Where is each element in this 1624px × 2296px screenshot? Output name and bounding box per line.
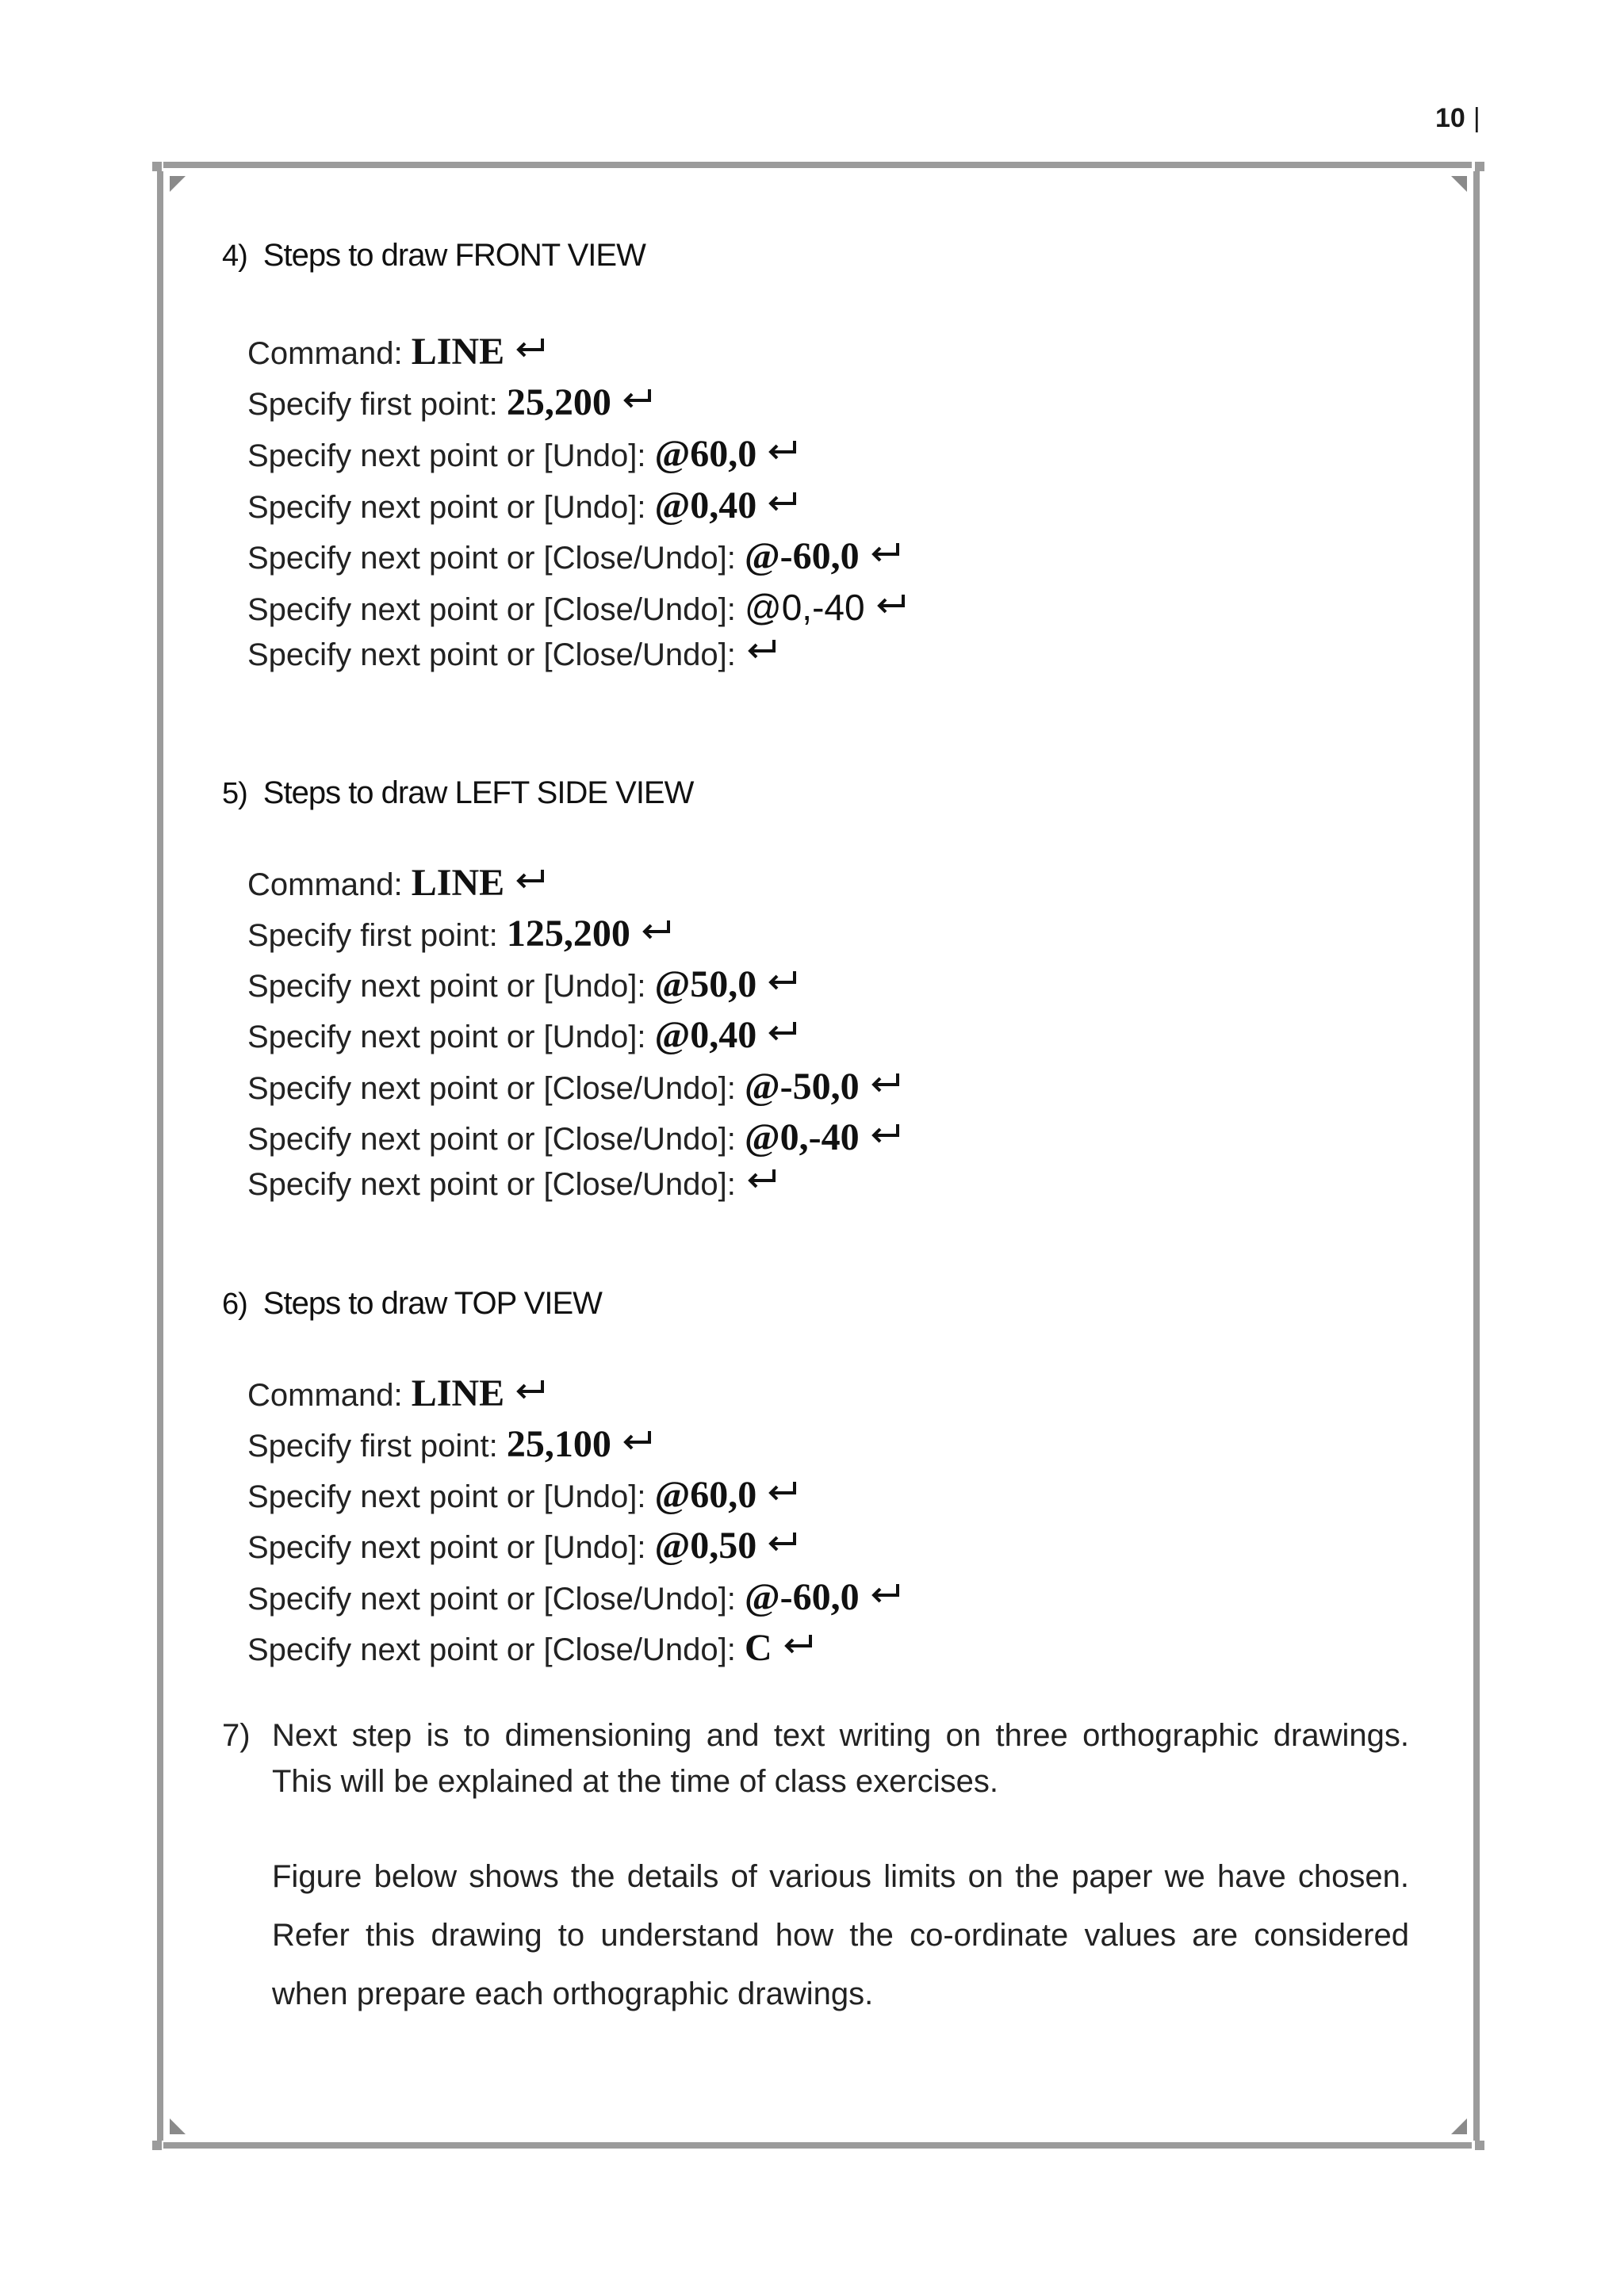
command-line [247,330,546,373]
command-prompt: Specify next point or [Undo]: [247,490,646,525]
command-prompt: Command: [247,1378,403,1413]
command-line [247,381,653,424]
command-prompt: Specify next point or [Undo]: [247,969,646,1004]
command-prompt: Command: [247,336,403,371]
enter-key-icon [871,541,901,564]
enter-key-icon [622,1429,653,1452]
section-heading [222,775,693,811]
command-line [247,1626,814,1670]
command-line [247,637,777,673]
section-heading [222,1286,602,1322]
enter-key-icon [768,1020,798,1043]
command-prompt: Specify next point or [Undo]: [247,1530,646,1565]
command-line [247,1524,798,1567]
command-prompt: Command: [247,867,403,902]
command-prompt: Specify next point or [Undo]: [247,1020,646,1054]
enter-key-icon [515,337,546,359]
command-line [247,1575,901,1619]
command-value: 25,200 [506,381,611,423]
command-value: @0,40 [654,1014,757,1056]
enter-key-icon [876,593,906,615]
command-prompt: Specify next point or [Close/Undo]: [247,541,736,576]
command-value: LINE [411,1372,505,1414]
command-value: @0,-40 [745,1116,860,1158]
command-prompt: Specify next point or [Close/Undo]: [247,637,736,672]
step-text: Next step is to dimensioning and text writing on three orthographic drawings. This will be explained at the time of class exercises. [272,1718,1409,1799]
command-line [247,912,672,955]
command-prompt: Specify next point or [Close/Undo]: [247,1582,736,1617]
command-line [247,1473,798,1517]
command-prompt: Specify first point: [247,387,498,422]
command-value: C [745,1627,772,1669]
enter-key-icon [783,1633,814,1655]
body-paragraph: Figure below shows the details of various limits on the paper we have chosen. Refer this drawing to understand how the co-ordinate values are considered when prepare each orthographic drawings. [272,1859,1409,2011]
enter-key-icon [515,1379,546,1401]
command-value: @-50,0 [745,1066,860,1108]
command-prompt: Specify next point or [Undo]: [247,1479,646,1514]
command-value: @0,40 [654,484,757,526]
section-number: 6) [222,1288,247,1321]
command-value: @60,0 [654,1474,757,1516]
command-value: @-60,0 [745,1576,860,1618]
enter-key-icon [768,1480,798,1502]
enter-key-icon [747,1168,777,1190]
command-line [247,586,906,629]
command-prompt: Specify next point or [Close/Undo]: [247,1632,736,1667]
command-line [247,1013,798,1057]
command-line [247,1065,901,1108]
command-line [247,1115,901,1159]
page-number-separator: | [1473,103,1480,133]
command-line [247,484,798,527]
command-line [247,1167,777,1203]
command-value: LINE [411,862,505,904]
page-number [1435,103,1480,134]
command-line [247,534,901,578]
enter-key-icon [622,388,653,410]
command-value: LINE [411,331,505,373]
command-line [247,962,798,1006]
command-line [247,1422,653,1466]
enter-key-icon [768,970,798,992]
enter-key-icon [768,1531,798,1553]
section-title: Steps to draw LEFT SIDE VIEW [262,775,694,810]
section-title: Steps to draw TOP VIEW [262,1286,602,1321]
enter-key-icon [871,1072,901,1094]
command-value: @0,50 [654,1525,757,1567]
command-prompt: Specify first point: [247,1429,498,1464]
enter-key-icon [768,491,798,513]
enter-key-icon [768,439,798,461]
command-prompt: Specify next point or [Close/Undo]: [247,592,736,627]
command-prompt: Specify next point or [Close/Undo]: [247,1071,736,1106]
page-number-value: 10 [1435,103,1465,133]
command-value: @0,-40 [745,587,865,628]
command-line [247,432,798,476]
command-line [247,861,546,905]
step-number: 7) [222,1718,251,1753]
command-value: 125,200 [506,913,630,955]
command-value: @60,0 [654,433,757,475]
enter-key-icon [871,1123,901,1145]
command-prompt: Specify next point or [Undo]: [247,438,646,473]
enter-key-icon [747,638,777,660]
section-number: 4) [222,239,247,273]
section-number: 5) [222,777,247,810]
command-prompt: Specify first point: [247,918,498,953]
enter-key-icon [515,868,546,890]
command-value: @-60,0 [745,535,860,577]
command-line [247,1372,546,1415]
section-title: Steps to draw FRONT VIEW [262,238,645,273]
command-value: 25,100 [506,1423,611,1465]
section-heading [222,238,645,274]
command-value: @50,0 [654,963,757,1005]
enter-key-icon [642,919,672,941]
enter-key-icon [871,1582,901,1605]
command-prompt: Specify next point or [Close/Undo]: [247,1167,736,1202]
command-prompt: Specify next point or [Close/Undo]: [247,1122,736,1157]
